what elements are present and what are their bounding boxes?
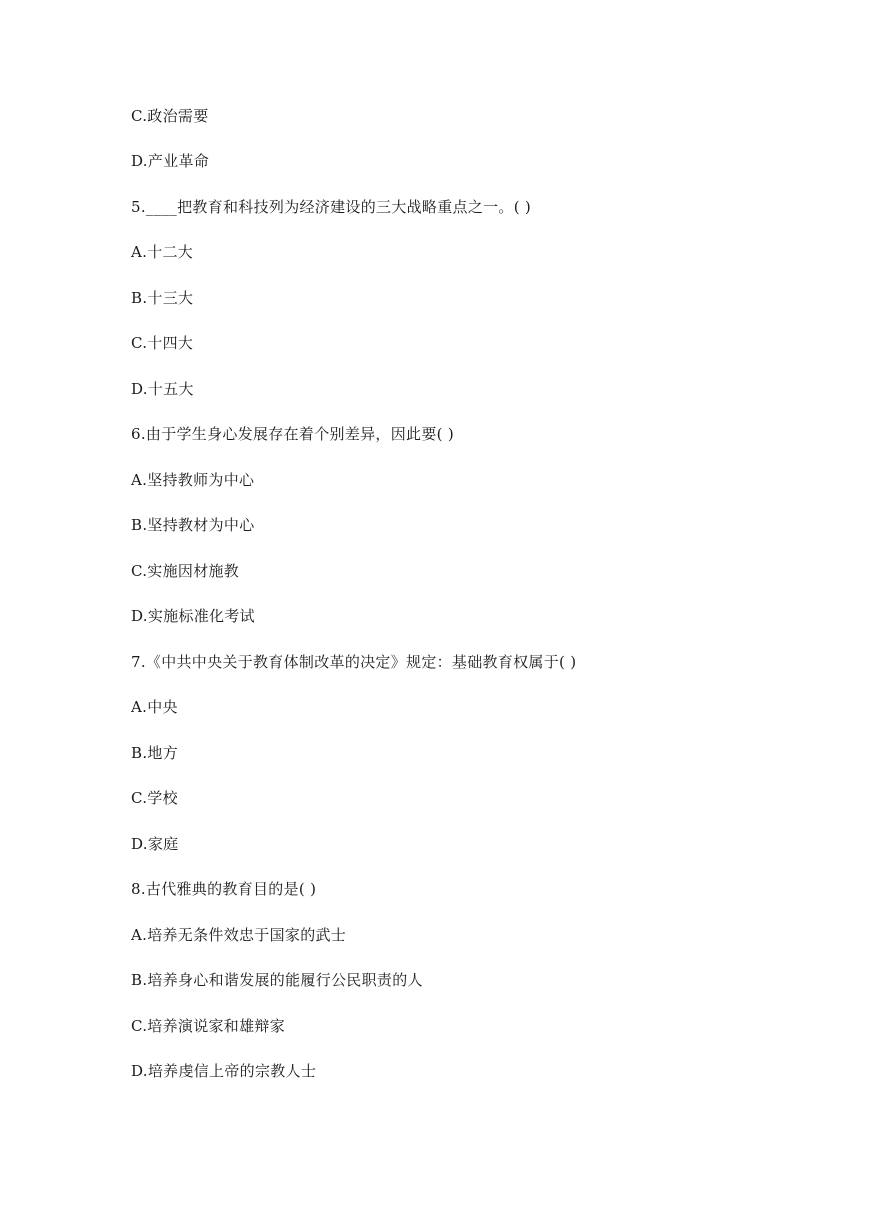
q7-option-c: C.学校 — [131, 789, 178, 807]
question-5: 5.____把教育和科技列为经济建设的三大战略重点之一。( ) — [131, 198, 532, 216]
q4-option-c: C.政治需要 — [131, 107, 209, 125]
question-7: 7.《中共中央关于教育体制改革的决定》规定：基础教育权属于( ) — [131, 653, 577, 671]
q6-option-b: B.坚持教材为中心 — [131, 516, 255, 534]
q5-option-c: C.十四大 — [131, 334, 194, 352]
q6-option-d: D.实施标准化考试 — [131, 607, 255, 625]
q5-option-d: D.十五大 — [131, 380, 194, 398]
q6-option-a: A.坚持教师为中心 — [131, 471, 255, 489]
q8-option-a: A.培养无条件效忠于国家的武士 — [131, 926, 347, 944]
q5-option-a: A.十二大 — [131, 243, 194, 261]
q8-option-c: C.培养演说家和雄辩家 — [131, 1017, 286, 1035]
q7-option-d: D.家庭 — [131, 835, 179, 853]
q7-option-b: B.地方 — [131, 744, 178, 762]
q4-option-d: D.产业革命 — [131, 152, 210, 170]
q8-option-d: D.培养虔信上帝的宗教人士 — [131, 1062, 317, 1080]
q6-option-c: C.实施因材施教 — [131, 562, 240, 580]
question-8: 8.古代雅典的教育目的是( ) — [131, 880, 317, 898]
question-6: 6.由于学生身心发展存在着个别差异，因此要( ) — [131, 425, 454, 443]
q8-option-b: B.培养身心和谐发展的能履行公民职责的人 — [131, 971, 423, 989]
q5-option-b: B.十三大 — [131, 289, 194, 307]
q7-option-a: A.中央 — [131, 698, 178, 716]
